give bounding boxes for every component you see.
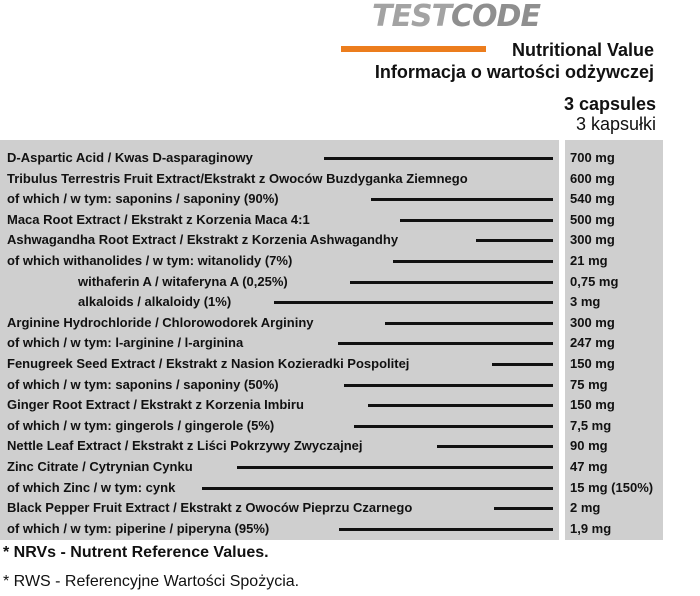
ingredient-label: of which / w tym: saponins / saponiny (90%) <box>7 191 279 207</box>
table-row <box>0 354 663 374</box>
ingredient-label: alkaloids / alkaloidy (1%) <box>78 294 232 310</box>
accent-bar <box>341 46 486 52</box>
serving-size-english: 3 capsules <box>563 94 656 114</box>
leader-line <box>368 404 553 407</box>
ingredient-amount: 7,5 mg <box>570 417 612 433</box>
leader-line <box>339 528 553 531</box>
leader-line <box>393 260 553 263</box>
leader-line <box>344 384 553 387</box>
ingredient-label: Fenugreek Seed Extract / Ekstrakt z Nasion Kozieradki Pospolitej <box>7 356 410 371</box>
table-row <box>0 333 663 353</box>
ingredient-label: of which withanolides / w tym: witanolidy (7%) <box>7 253 293 268</box>
leader-line <box>476 239 553 242</box>
leader-line <box>400 219 553 222</box>
ingredient-label: Maca Root Extract / Ekstrakt z Korzenia Maca 4:1 <box>7 211 310 227</box>
ingredient-label: of which / w tym: l-arginine / l-arginina <box>7 335 244 351</box>
nutrition-table <box>0 140 663 540</box>
ingredient-amount: 90 mg <box>570 438 608 454</box>
ingredient-label: Black Pepper Fruit Extract / Ekstrakt z Owoców Pieprzu Czarnego <box>7 500 413 516</box>
logo-part-test: TEST <box>372 0 452 34</box>
ingredient-label: of which / w tym: piperine / piperyna (95%) <box>7 520 270 536</box>
ingredient-amount: 0,75 mg <box>570 273 619 289</box>
footnote-nrv: * NRVs - Nutrent Reference Values. <box>3 544 269 561</box>
leader-line <box>202 487 553 490</box>
title-english: Nutritional Value <box>511 40 654 60</box>
leader-line <box>324 157 553 160</box>
ingredient-amount: 75 mg <box>570 376 608 392</box>
leader-line <box>494 507 553 510</box>
ingredient-amount: 150 mg <box>570 397 615 413</box>
leader-line <box>354 425 553 428</box>
title-polish: Informacja o wartości odżywczej <box>374 62 654 82</box>
table-row <box>0 169 663 189</box>
ingredient-label: Arginine Hydrochloride / Chlorowodorek Argininy <box>7 314 314 330</box>
ingredient-label: Tribulus Terrestris Fruit Extract/Ekstrakt z Owoców Buzdyganka Ziemnego <box>7 170 468 186</box>
table-row <box>0 189 663 209</box>
table-row <box>0 292 663 312</box>
table-row <box>0 148 663 168</box>
table-row <box>0 210 663 230</box>
logo-part-code: CODE <box>451 0 540 34</box>
table-row <box>0 457 663 477</box>
ingredient-amount: 300 mg <box>570 232 615 248</box>
ingredient-label: Nettle Leaf Extract / Ekstrakt z Liści Pokrzywy Zwyczajnej <box>7 438 363 454</box>
leader-line <box>492 363 553 366</box>
ingredient-amount: 21 mg <box>570 253 608 268</box>
ingredient-amount: 47 mg <box>570 459 608 474</box>
ingredient-amount: 15 mg (150%) <box>570 479 654 495</box>
ingredient-amount: 300 mg <box>570 314 615 330</box>
leader-line <box>371 198 553 201</box>
ingredient-label: of which / w tym: gingerols / gingerole (5%) <box>7 417 275 433</box>
ingredient-amount: 500 mg <box>570 211 615 227</box>
leader-line <box>437 445 553 448</box>
table-row <box>0 230 663 250</box>
ingredient-label: of which Zinc / w tym: cynk <box>7 479 176 495</box>
ingredient-label: Ashwagandha Root Extract / Ekstrakt z Korzenia Ashwagandhy <box>7 232 399 248</box>
table-row <box>0 498 663 518</box>
ingredient-label: Ginger Root Extract / Ekstrakt z Korzenia Imbiru <box>7 397 304 413</box>
ingredient-label: of which / w tym: saponins / saponiny (50%) <box>7 376 279 392</box>
leader-line <box>385 322 553 325</box>
serving-size-polish: 3 kapsułki <box>575 114 656 134</box>
ingredient-label: withaferin A / witaferyna A (0,25%) <box>78 273 288 289</box>
brand-logo <box>372 2 692 32</box>
ingredient-amount: 700 mg <box>570 150 615 165</box>
leader-line <box>274 301 553 304</box>
table-row <box>0 436 663 456</box>
ingredient-label: D-Aspartic Acid / Kwas D-asparaginowy <box>7 150 253 165</box>
ingredient-amount: 2 mg <box>570 500 601 516</box>
table-row <box>0 272 663 292</box>
leader-line <box>350 281 553 284</box>
ingredient-amount: 150 mg <box>570 356 615 371</box>
table-row <box>0 251 663 271</box>
table-row <box>0 375 663 395</box>
ingredient-amount: 247 mg <box>570 335 615 351</box>
ingredient-amount: 3 mg <box>570 294 601 310</box>
ingredient-amount: 600 mg <box>570 170 615 186</box>
footnote-rws: * RWS - Referencyjne Wartości Spożycia. <box>3 573 300 590</box>
table-row <box>0 519 663 539</box>
leader-line <box>338 342 553 345</box>
ingredient-label: Zinc Citrate / Cytrynian Cynku <box>7 459 193 474</box>
table-row <box>0 395 663 415</box>
table-row <box>0 416 663 436</box>
ingredient-amount: 540 mg <box>570 191 615 207</box>
leader-line <box>237 466 553 469</box>
table-row <box>0 313 663 333</box>
ingredient-amount: 1,9 mg <box>570 520 612 536</box>
table-row <box>0 478 663 498</box>
